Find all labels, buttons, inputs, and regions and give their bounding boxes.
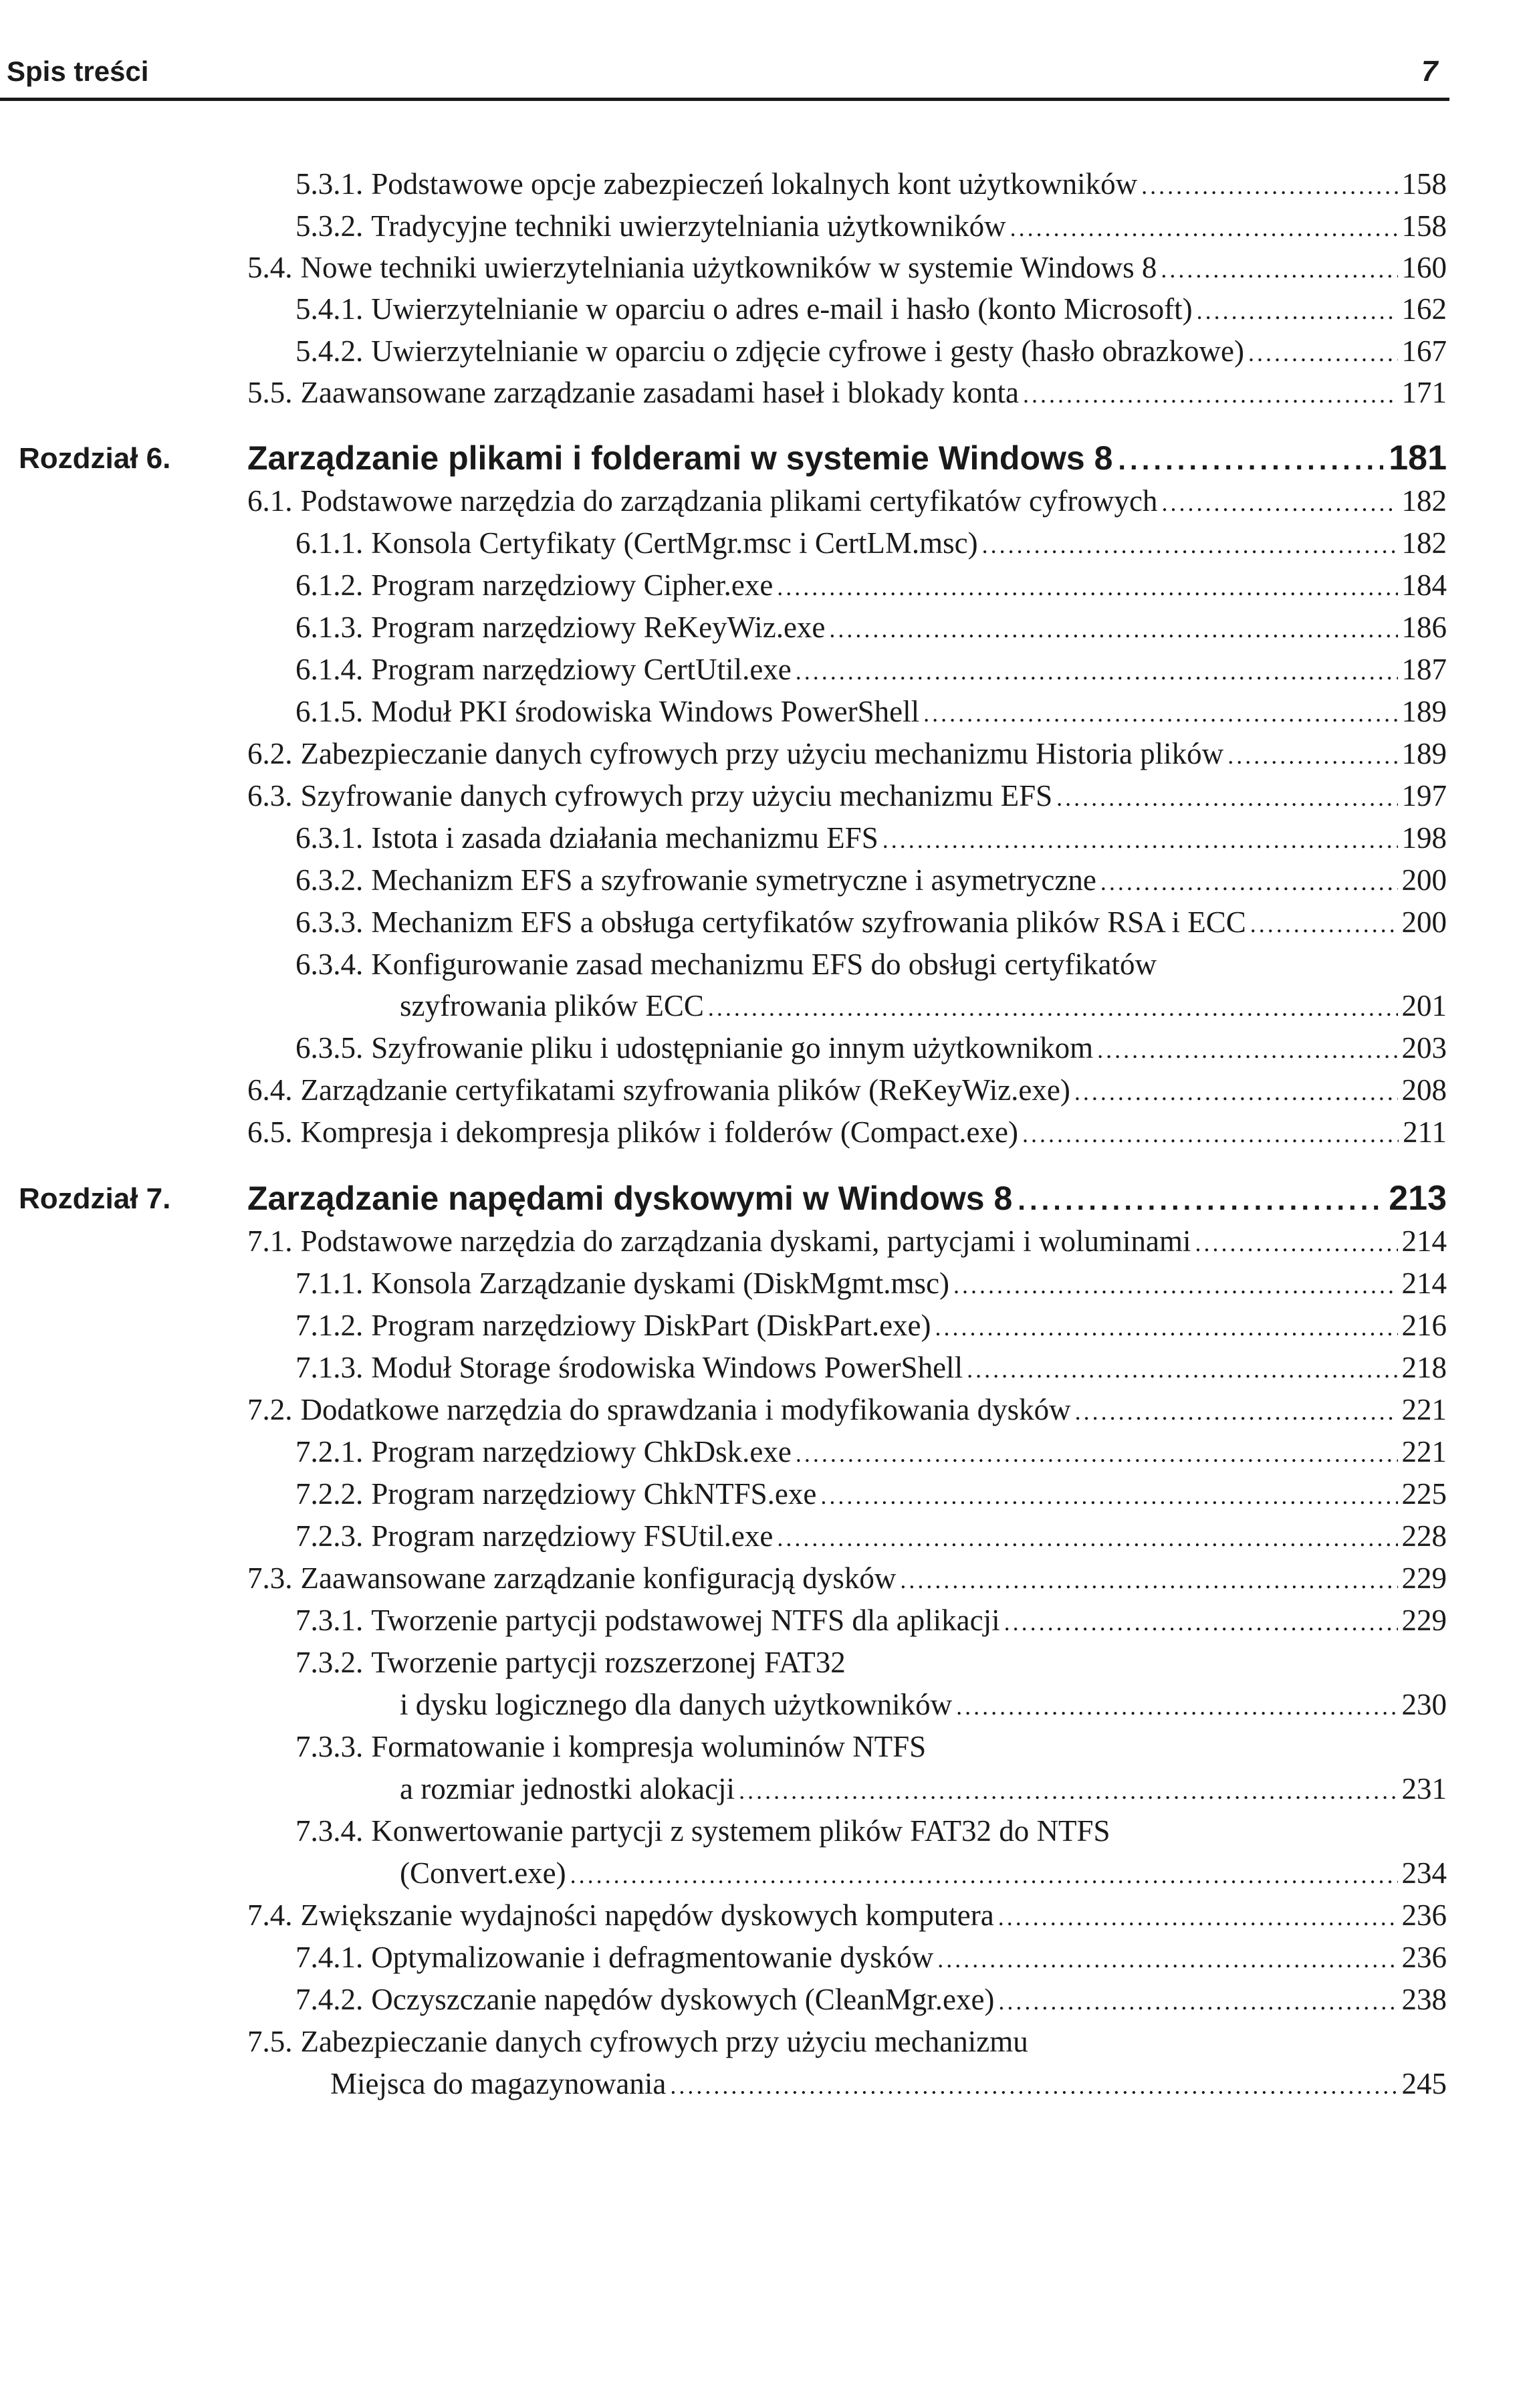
leader-dots [570, 1855, 1398, 1895]
leader-dots [796, 651, 1398, 691]
entry-number: 6.1. [247, 484, 293, 518]
entry-page: 214 [1401, 1224, 1447, 1258]
ch7-entry[interactable] [296, 1979, 1447, 2021]
entry-number: 7.1.1. [296, 1267, 364, 1300]
entry-page: 158 [1401, 209, 1447, 243]
entry-number: 5.3.1. [296, 167, 364, 201]
entry-number: 7.1.3. [296, 1351, 364, 1384]
leader-dots [1195, 1223, 1398, 1263]
entry-number: 6.1.2. [296, 568, 364, 602]
page-header [0, 52, 1535, 106]
ch7-entry-line1[interactable] [296, 1642, 846, 1682]
entry-number: 7.2.1. [296, 1435, 364, 1468]
leader-dots [1018, 1184, 1383, 1216]
entry-page: 167 [1401, 334, 1447, 368]
entry-page: 236 [1401, 1898, 1447, 1932]
leader-dots [739, 1771, 1397, 1811]
entry-title-continued: szyfrowania plików ECC [400, 989, 704, 1022]
entry-title: Zarządzanie certyfikatami szyfrowania plików (ReKeyWiz.exe) [300, 1073, 1070, 1107]
entry-title: Optymalizowanie i defragmentowanie dysków [371, 1941, 934, 1974]
entry-page: 162 [1401, 292, 1447, 326]
entry-page: 187 [1401, 653, 1447, 686]
entry-page: 216 [1401, 1309, 1447, 1342]
entry-number: 7.3.1. [296, 1604, 364, 1637]
ch7-entry-line1[interactable] [296, 1811, 1110, 1851]
entry-title: Zaawansowane zarządzanie konfiguracją dysków [300, 1561, 897, 1595]
entry-title: Formatowanie i kompresja woluminów NTFS [371, 1730, 927, 1763]
chapter-page: 181 [1389, 439, 1447, 477]
entry-number: 7.2.3. [296, 1519, 364, 1553]
entry-page: 200 [1401, 905, 1447, 939]
chapter-page: 213 [1389, 1179, 1447, 1218]
ch6-entry-line1[interactable] [296, 944, 1157, 984]
ch6-entry[interactable] [296, 902, 1447, 944]
entry-number: 6.1.4. [296, 653, 364, 686]
chapter7-heading[interactable] [19, 1178, 1447, 1225]
entry-number: 7.3.4. [296, 1814, 364, 1848]
ch7-entry-line1[interactable] [247, 2021, 1028, 2062]
leader-dots [998, 1897, 1398, 1937]
entry-page: 201 [1401, 989, 1447, 1022]
chapter-title-line [247, 438, 1447, 478]
entry-page: 198 [1401, 821, 1447, 855]
entry-title: Nowe techniki uwierzytelniania użytkowników w systemie Windows 8 [300, 251, 1157, 284]
chapter-title-line [247, 1178, 1447, 1218]
leader-dots [882, 820, 1398, 860]
entry-number: 7.1. [247, 1224, 293, 1258]
toc-entry[interactable] [296, 164, 1447, 206]
leader-dots [956, 1686, 1397, 1727]
ch7-entry[interactable] [296, 1474, 1447, 1516]
ch7-entry[interactable] [296, 1432, 1447, 1474]
entry-title: Program narzędziowy DiskPart (DiskPart.exe) [371, 1309, 931, 1342]
entry-page: 229 [1401, 1561, 1447, 1595]
ch7-entry[interactable] [296, 1263, 1447, 1305]
leader-dots [1056, 778, 1397, 818]
entry-number: 5.4.1. [296, 292, 364, 326]
leader-dots [1248, 333, 1398, 373]
entry-page: 214 [1401, 1267, 1447, 1300]
ch6-entry[interactable] [296, 565, 1447, 607]
entry-number: 5.5. [247, 376, 293, 409]
entry-title: Program narzędziowy ReKeyWiz.exe [371, 611, 826, 644]
entry-number: 5.4.2. [296, 334, 364, 368]
entry-page: 231 [1401, 1772, 1447, 1805]
leader-dots [1097, 1030, 1397, 1070]
ch6-entry[interactable] [247, 1070, 1447, 1112]
entry-page: 221 [1401, 1435, 1447, 1468]
entry-title: Zabezpieczanie danych cyfrowych przy użyciu mechanizmu [300, 2025, 1028, 2058]
entry-title: Konfigurowanie zasad mechanizmu EFS do obsługi certyfikatów [371, 948, 1157, 981]
entry-title: Moduł Storage środowiska Windows PowerShell [371, 1351, 963, 1384]
entry-number: 7.1.2. [296, 1309, 364, 1342]
entry-page: 182 [1401, 484, 1447, 518]
chapter6-heading[interactable] [19, 438, 1447, 485]
ch7-entry[interactable] [400, 1684, 1447, 1727]
entry-page: 160 [1401, 251, 1447, 284]
entry-page: 184 [1401, 568, 1447, 602]
toc-entry[interactable] [296, 289, 1447, 331]
ch7-entry-line1[interactable] [296, 1727, 926, 1767]
leader-dots [982, 525, 1398, 565]
leader-dots [1022, 1114, 1399, 1154]
leader-dots [1004, 1602, 1398, 1642]
entry-number: 6.4. [247, 1073, 293, 1107]
entry-title: Tworzenie partycji rozszerzonej FAT32 [371, 1646, 846, 1679]
entry-page: 211 [1403, 1115, 1447, 1149]
entry-number: 6.1.5. [296, 695, 364, 728]
entry-number: 6.1.3. [296, 611, 364, 644]
ch6-entry[interactable] [296, 1028, 1447, 1070]
entry-title: Program narzędziowy FSUtil.exe [371, 1519, 774, 1553]
ch6-entry[interactable] [247, 1112, 1447, 1154]
entry-page: 182 [1401, 526, 1447, 560]
ch7-entry[interactable] [296, 1516, 1447, 1558]
entry-number: 7.4.1. [296, 1941, 364, 1974]
leader-dots [1010, 208, 1398, 248]
leader-dots [967, 1349, 1397, 1390]
leader-dots [1197, 291, 1398, 331]
entry-title: Szyfrowanie danych cyfrowych przy użyciu mechanizmu EFS [300, 779, 1053, 812]
entry-title: Moduł PKI środowiska Windows PowerShell [371, 695, 920, 728]
entry-title: Program narzędziowy ChkDsk.exe [371, 1435, 792, 1468]
leader-dots [1118, 444, 1383, 476]
entry-page: 200 [1401, 863, 1447, 897]
entry-page: 189 [1401, 695, 1447, 728]
leader-dots [1250, 904, 1398, 944]
entry-number: 7.3. [247, 1561, 293, 1595]
entry-title: Dodatkowe narzędzia do sprawdzania i modyfikowania dysków [300, 1393, 1071, 1426]
leader-dots [670, 2066, 1397, 2106]
entry-page: 203 [1401, 1031, 1447, 1065]
entry-number: 7.2.2. [296, 1477, 364, 1511]
entry-title: Podstawowe narzędzia do zarządzania plikami certyfikatów cyfrowych [300, 484, 1158, 518]
entry-number: 6.2. [247, 737, 293, 770]
leader-dots [935, 1307, 1398, 1347]
leader-dots [777, 567, 1397, 607]
entry-title: Tradycyjne techniki uwierzytelniania użytkowników [371, 209, 1006, 243]
entry-title: Konwertowanie partycji z systemem plików FAT32 do NTFS [371, 1814, 1110, 1848]
entry-page: 221 [1401, 1393, 1447, 1426]
ch7-entry[interactable] [296, 1347, 1447, 1390]
ch6-entry[interactable] [296, 691, 1447, 734]
ch7-entry[interactable] [247, 1558, 1447, 1600]
toc-entry[interactable] [296, 206, 1447, 248]
leader-dots [777, 1518, 1397, 1558]
ch7-entry[interactable] [400, 1853, 1447, 1895]
running-header-title: Spis treści [7, 56, 149, 87]
entry-title: Kompresja i dekompresja plików i folderów (Compact.exe) [300, 1115, 1018, 1149]
leader-dots [1023, 374, 1398, 415]
ch7-entry[interactable] [247, 1390, 1447, 1432]
entry-title: Zwiększanie wydajności napędów dyskowych komputera [300, 1898, 994, 1932]
chapter-label: Rozdział 7. [19, 1182, 171, 1215]
entry-page: 218 [1401, 1351, 1447, 1384]
leader-dots [1161, 249, 1397, 290]
entry-page: 189 [1401, 737, 1447, 770]
ch6-entry[interactable] [296, 607, 1447, 649]
chapter-title: Zarządzanie napędami dyskowymi w Windows 8 [247, 1180, 1013, 1217]
entry-number: 6.1.1. [296, 526, 364, 560]
leader-dots [1227, 736, 1397, 776]
entry-page: 171 [1401, 376, 1447, 409]
entry-title: Istota i zasada działania mechanizmu EFS [371, 821, 878, 855]
toc-entry[interactable] [247, 372, 1447, 415]
leader-dots [937, 1939, 1397, 1979]
entry-page: 230 [1401, 1688, 1447, 1721]
entry-number: 7.4. [247, 1898, 293, 1932]
ch6-entry[interactable] [296, 649, 1447, 691]
leader-dots [708, 988, 1398, 1028]
chapter-title: Zarządzanie plikami i folderami w systemie Windows 8 [247, 439, 1113, 477]
entry-title: Zaawansowane zarządzanie zasadami haseł i blokady konta [300, 376, 1019, 409]
entry-number: 6.3.3. [296, 905, 364, 939]
ch6-entry[interactable] [400, 986, 1447, 1028]
entry-number: 7.2. [247, 1393, 293, 1426]
entry-page: 228 [1401, 1519, 1447, 1553]
ch7-entry[interactable] [296, 1937, 1447, 1979]
entry-number: 7.3.3. [296, 1730, 364, 1763]
chapter-label: Rozdział 6. [19, 442, 171, 475]
entry-title-continued: Miejsca do magazynowania [330, 2067, 667, 2100]
entry-title: Uwierzytelnianie w oparciu o adres e-mail i hasło (konto Microsoft) [371, 292, 1193, 326]
entry-page: 229 [1401, 1604, 1447, 1637]
toc-entry[interactable] [247, 247, 1447, 290]
ch6-entry[interactable] [296, 818, 1447, 860]
entry-number: 6.3. [247, 779, 293, 812]
ch6-entry[interactable] [247, 734, 1447, 776]
entry-title-continued: (Convert.exe) [400, 1856, 566, 1890]
ch6-entry[interactable] [296, 523, 1447, 565]
entry-title: Podstawowe opcje zabezpieczeń lokalnych kont użytkowników [371, 167, 1138, 201]
entry-number: 5.4. [247, 251, 293, 284]
entry-page: 158 [1401, 167, 1447, 201]
leader-dots [1161, 483, 1397, 523]
entry-title: Szyfrowanie pliku i udostępnianie go innym użytkownikom [371, 1031, 1094, 1065]
header-rule [0, 98, 1449, 101]
leader-dots [923, 693, 1397, 734]
entry-title: Uwierzytelnianie w oparciu o zdjęcie cyfrowe i gesty (hasło obrazkowe) [371, 334, 1244, 368]
entry-title: Konsola Certyfikaty (CertMgr.msc i CertLM.msc) [371, 526, 978, 560]
leader-dots [829, 609, 1397, 649]
entry-page: 225 [1401, 1477, 1447, 1511]
entry-page: 186 [1401, 611, 1447, 644]
ch7-entry[interactable] [330, 2064, 1447, 2106]
entry-title: Oczyszczanie napędów dyskowych (CleanMgr.exe) [371, 1983, 995, 2016]
entry-title: Podstawowe narzędzia do zarządzania dyskami, partycjami i woluminami [300, 1224, 1191, 1258]
entry-title: Zabezpieczanie danych cyfrowych przy użyciu mechanizmu Historia plików [300, 737, 1224, 770]
ch7-entry[interactable] [247, 1221, 1447, 1263]
toc-entry[interactable] [296, 331, 1447, 373]
ch6-entry[interactable] [296, 860, 1447, 902]
entry-page: 197 [1401, 779, 1447, 812]
ch7-entry[interactable] [296, 1600, 1447, 1642]
entry-page: 208 [1401, 1073, 1447, 1107]
page-number: 7 [1421, 55, 1438, 88]
entry-page: 245 [1401, 2067, 1447, 2100]
leader-dots [1074, 1072, 1398, 1112]
leader-dots [953, 1265, 1397, 1305]
ch7-entry[interactable] [296, 1305, 1447, 1347]
entry-number: 7.4.2. [296, 1983, 364, 2016]
leader-dots [1141, 166, 1397, 206]
ch6-entry[interactable] [247, 481, 1447, 523]
entry-number: 6.3.5. [296, 1031, 364, 1065]
leader-dots [998, 1981, 1397, 2021]
entry-title: Program narzędziowy ChkNTFS.exe [371, 1477, 817, 1511]
entry-title: Konsola Zarządzanie dyskami (DiskMgmt.msc) [371, 1267, 950, 1300]
entry-title-continued: a rozmiar jednostki alokacji [400, 1772, 735, 1805]
entry-number: 6.3.4. [296, 948, 364, 981]
entry-page: 234 [1401, 1856, 1447, 1890]
entry-title: Program narzędziowy Cipher.exe [371, 568, 774, 602]
entry-number: 7.5. [247, 2025, 293, 2058]
leader-dots [820, 1476, 1397, 1516]
leader-dots [796, 1434, 1398, 1474]
entry-number: 6.3.1. [296, 821, 364, 855]
entry-page: 236 [1401, 1941, 1447, 1974]
entry-number: 5.3.2. [296, 209, 364, 243]
entry-title-continued: i dysku logicznego dla danych użytkowników [400, 1688, 953, 1721]
entry-number: 6.5. [247, 1115, 293, 1149]
entry-page: 238 [1401, 1983, 1447, 2016]
entry-number: 6.3.2. [296, 863, 364, 897]
entry-number: 7.3.2. [296, 1646, 364, 1679]
ch6-entry[interactable] [247, 776, 1447, 818]
leader-dots [900, 1560, 1397, 1600]
leader-dots [1100, 862, 1398, 902]
ch7-entry[interactable] [400, 1769, 1447, 1811]
entry-title: Program narzędziowy CertUtil.exe [371, 653, 792, 686]
entry-title: Mechanizm EFS a szyfrowanie symetryczne i asymetryczne [371, 863, 1096, 897]
entry-title: Mechanizm EFS a obsługa certyfikatów szyfrowania plików RSA i ECC [371, 905, 1246, 939]
leader-dots [1075, 1392, 1398, 1432]
entry-title: Tworzenie partycji podstawowej NTFS dla aplikacji [371, 1604, 1000, 1637]
ch7-entry[interactable] [247, 1895, 1447, 1937]
